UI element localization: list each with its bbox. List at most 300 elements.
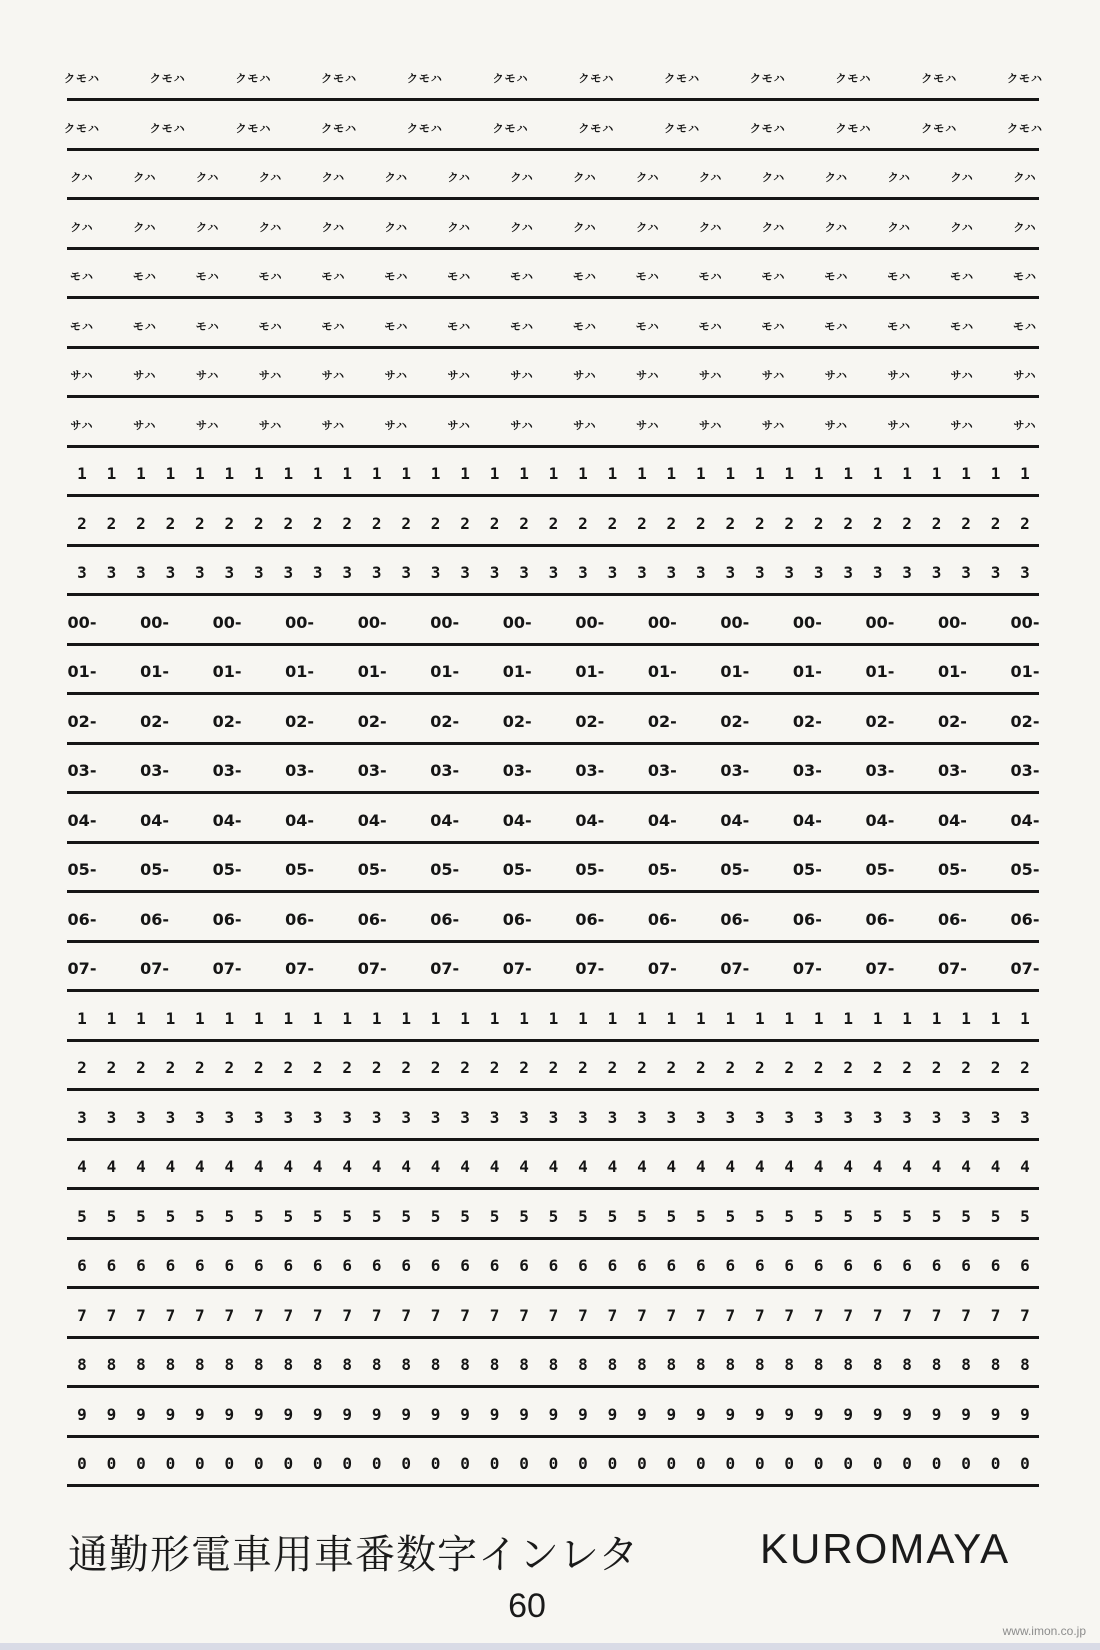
decal-glyph: サハ xyxy=(636,369,660,382)
decal-glyph: 8 xyxy=(696,1355,706,1374)
decal-glyph: 04- xyxy=(285,810,315,830)
decal-glyph: サハ xyxy=(133,418,157,432)
decal-glyph: 3 xyxy=(578,563,588,582)
decal-glyph: 8 xyxy=(607,1355,618,1374)
decal-glyph: 8 xyxy=(725,1355,736,1374)
row-divider xyxy=(67,296,1039,299)
decal-glyph: 8 xyxy=(961,1355,971,1374)
decal-glyph: 2 xyxy=(106,513,117,533)
decal-glyph: 05- xyxy=(430,860,460,879)
decal-glyph: 6 xyxy=(548,1256,559,1275)
decal-glyph: 3 xyxy=(902,1107,912,1127)
decal-row xyxy=(0,711,1100,764)
row-divider xyxy=(67,940,1039,943)
decal-glyph: 07- xyxy=(792,959,822,978)
decal-glyph: 3 xyxy=(961,563,971,582)
decal-glyph: 0 xyxy=(548,1454,559,1473)
decal-glyph: 2 xyxy=(637,513,647,533)
decal-glyph: 1 xyxy=(548,464,559,483)
decal-glyph: 2 xyxy=(961,1058,971,1077)
decal-glyph: クモハ xyxy=(578,121,615,135)
decal-glyph: 1 xyxy=(725,1008,736,1028)
decal-glyph: 03- xyxy=(938,761,967,780)
decal-glyph: 6 xyxy=(312,1256,323,1275)
decal-glyph: 1 xyxy=(725,464,736,483)
decal-glyph: 1 xyxy=(136,464,146,483)
decal-glyph: クハ xyxy=(761,171,786,184)
decal-glyph: サハ xyxy=(887,369,911,382)
decal-glyph: 0 xyxy=(195,1454,205,1473)
decal-glyph: 0 xyxy=(990,1454,1001,1473)
decal-glyph: 1 xyxy=(637,464,647,483)
decal-glyph: 3 xyxy=(430,563,441,582)
decal-glyph: 1 xyxy=(961,464,971,483)
decal-glyph: 6 xyxy=(578,1256,588,1275)
decal-glyph: 01- xyxy=(792,662,822,681)
decal-glyph: 1 xyxy=(165,1008,176,1028)
decal-glyph: 1 xyxy=(1020,464,1030,483)
decal-glyph: 4 xyxy=(902,1157,912,1176)
decal-glyph: 9 xyxy=(106,1404,117,1424)
decal-glyph: 00- xyxy=(720,612,750,632)
decal-glyph: 4 xyxy=(961,1157,971,1176)
decal-glyph: 2 xyxy=(283,1058,294,1077)
decal-glyph: 1 xyxy=(460,1008,470,1028)
decal-glyph: 06- xyxy=(865,909,895,929)
decal-glyph: モハ xyxy=(887,319,912,333)
decal-glyph: 1 xyxy=(195,1008,205,1028)
decal-glyph: クモハ xyxy=(149,72,186,85)
decal-glyph: 9 xyxy=(990,1404,1001,1424)
decal-glyph: 6 xyxy=(195,1256,205,1275)
decal-glyph: 8 xyxy=(106,1355,117,1374)
decal-glyph: 7 xyxy=(961,1305,971,1325)
decal-glyph: 5 xyxy=(342,1206,353,1226)
decal-glyph: 8 xyxy=(253,1355,264,1374)
decal-glyph: 5 xyxy=(489,1206,500,1226)
decal-glyph: 02- xyxy=(357,711,387,731)
row-divider xyxy=(67,890,1039,893)
decal-glyph: 0 xyxy=(489,1454,500,1473)
decal-glyph: 4 xyxy=(725,1157,736,1176)
decal-glyph: 3 xyxy=(165,563,176,582)
decal-glyph: 2 xyxy=(253,1058,264,1077)
decal-glyph: 04- xyxy=(575,810,605,830)
decal-row xyxy=(0,1456,1100,1506)
decal-glyph: モハ xyxy=(572,270,597,283)
decal-glyph: クモハ xyxy=(406,72,443,85)
decal-glyph: クハ xyxy=(447,220,471,234)
decal-glyph: 7 xyxy=(1020,1305,1030,1325)
decal-glyph: 05- xyxy=(285,860,315,879)
decal-glyph: 06- xyxy=(792,909,822,929)
decal-glyph: モハ xyxy=(950,319,975,333)
decal-glyph: クハ xyxy=(950,220,974,234)
decal-glyph: モハ xyxy=(635,270,660,283)
decal-glyph: 3 xyxy=(136,1107,146,1127)
decal-glyph: 2 xyxy=(548,513,559,533)
decal-glyph: 1 xyxy=(784,1008,795,1028)
decal-glyph: サハ xyxy=(824,418,849,432)
decal-glyph: 06- xyxy=(285,909,315,929)
decal-glyph: 3 xyxy=(637,1107,647,1127)
decal-glyph: 0 xyxy=(961,1454,971,1473)
decal-glyph: 00- xyxy=(285,612,315,632)
row-divider xyxy=(67,544,1039,547)
decal-glyph: クモハ xyxy=(921,121,958,135)
decal-glyph: 4 xyxy=(165,1157,176,1176)
decal-glyph: クハ xyxy=(698,171,723,184)
decal-glyph: クハ xyxy=(258,171,283,184)
decal-glyph: 7 xyxy=(666,1305,677,1325)
decal-glyph: 3 xyxy=(607,1107,618,1127)
decal-row xyxy=(0,1404,1100,1457)
decal-glyph: 9 xyxy=(460,1404,470,1424)
decal-glyph: 00- xyxy=(212,612,242,632)
decal-glyph: 0 xyxy=(460,1454,470,1473)
decal-glyph: サハ xyxy=(761,418,786,432)
decal-glyph: 7 xyxy=(430,1305,441,1325)
decal-glyph: 9 xyxy=(754,1404,765,1424)
decal-glyph: 00- xyxy=(357,612,387,632)
decal-glyph: 5 xyxy=(961,1206,971,1226)
decal-glyph: 05- xyxy=(140,860,169,879)
decal-glyph: 04- xyxy=(212,810,242,830)
decal-glyph: 06- xyxy=(140,909,169,929)
decal-glyph: 2 xyxy=(931,513,942,533)
decal-glyph: 9 xyxy=(548,1404,559,1424)
decal-glyph: 9 xyxy=(489,1404,500,1424)
decal-glyph: 7 xyxy=(195,1305,205,1325)
decal-glyph: 04- xyxy=(1010,810,1040,830)
decal-glyph: 9 xyxy=(1020,1404,1030,1424)
decal-glyph: 1 xyxy=(195,464,205,483)
decal-glyph: 6 xyxy=(637,1256,647,1275)
decal-glyph: 3 xyxy=(902,563,912,582)
decal-glyph: 4 xyxy=(931,1157,942,1176)
decal-glyph: 2 xyxy=(430,513,441,533)
decal-glyph: 3 xyxy=(401,563,411,582)
decal-glyph: 0 xyxy=(371,1454,382,1473)
decal-glyph: クモハ xyxy=(406,121,443,135)
decal-glyph: 04- xyxy=(502,810,532,830)
decal-glyph: 01- xyxy=(575,662,605,681)
decal-glyph: クハ xyxy=(384,171,408,184)
decal-glyph: 2 xyxy=(754,513,765,533)
decal-glyph: 3 xyxy=(283,563,294,582)
decal-glyph: 6 xyxy=(843,1256,854,1275)
decal-glyph: 2 xyxy=(872,1058,883,1077)
decal-glyph: 9 xyxy=(342,1404,353,1424)
decal-glyph: 8 xyxy=(548,1355,559,1374)
decal-glyph: 07- xyxy=(285,959,315,978)
decal-glyph: モハ xyxy=(510,270,535,283)
decal-glyph: 0 xyxy=(312,1454,323,1473)
decal-glyph: 6 xyxy=(813,1256,824,1275)
decal-glyph: 0 xyxy=(637,1454,647,1473)
decal-glyph: 8 xyxy=(195,1355,205,1374)
decal-glyph: 8 xyxy=(460,1355,470,1374)
decal-glyph: 1 xyxy=(253,1008,264,1028)
decal-glyph: 01- xyxy=(865,662,895,681)
decal-glyph: 7 xyxy=(224,1305,235,1325)
decal-row xyxy=(0,909,1100,962)
decal-glyph: 4 xyxy=(283,1157,294,1176)
decal-glyph: 9 xyxy=(931,1404,942,1424)
decal-glyph: 7 xyxy=(489,1305,500,1325)
decal-glyph: 1 xyxy=(224,1008,235,1028)
decal-glyph: 8 xyxy=(666,1355,677,1374)
decal-glyph: 3 xyxy=(872,1107,883,1127)
decal-glyph: 2 xyxy=(283,513,294,533)
decal-glyph: 9 xyxy=(961,1404,971,1424)
decal-row xyxy=(0,513,1100,566)
row-divider xyxy=(67,692,1039,695)
decal-glyph: 04- xyxy=(140,810,169,830)
decal-glyph: 5 xyxy=(843,1206,854,1226)
decal-glyph: サハ xyxy=(447,418,471,432)
decal-glyph: 5 xyxy=(931,1206,942,1226)
decal-glyph: 2 xyxy=(872,513,883,533)
decal-glyph: 1 xyxy=(519,464,529,483)
decal-glyph: 2 xyxy=(342,513,353,533)
decal-glyph: 3 xyxy=(666,563,677,582)
decal-glyph: 6 xyxy=(136,1256,146,1275)
row-divider xyxy=(67,1187,1039,1190)
decal-glyph: 6 xyxy=(430,1256,441,1275)
decal-glyph: 02- xyxy=(285,711,315,731)
decal-glyph: 1 xyxy=(136,1008,146,1028)
decal-glyph: 4 xyxy=(1020,1157,1030,1176)
decal-glyph: 5 xyxy=(460,1206,470,1226)
decal-glyph: 2 xyxy=(843,513,854,533)
decal-glyph: 1 xyxy=(931,464,942,483)
decal-row xyxy=(0,268,1100,318)
decal-glyph: 00- xyxy=(938,612,967,632)
decal-glyph: 05- xyxy=(647,860,677,879)
decal-glyph: 1 xyxy=(371,464,382,483)
decal-glyph: 0 xyxy=(106,1454,117,1473)
row-divider xyxy=(67,148,1039,151)
decal-glyph: 2 xyxy=(519,513,529,533)
decal-glyph: 5 xyxy=(784,1206,795,1226)
decal-glyph: 06- xyxy=(212,909,242,929)
decal-glyph: 9 xyxy=(136,1404,146,1424)
row-divider xyxy=(67,247,1039,250)
decal-glyph: 0 xyxy=(872,1454,883,1473)
decal-glyph: モハ xyxy=(384,270,409,283)
decal-row xyxy=(0,1107,1100,1160)
decal-glyph: 3 xyxy=(106,563,117,582)
decal-glyph: 02- xyxy=(865,711,895,731)
decal-glyph: サハ xyxy=(761,369,786,382)
decal-glyph: 9 xyxy=(784,1404,795,1424)
decal-glyph: 5 xyxy=(165,1206,176,1226)
decal-glyph: 06- xyxy=(647,909,677,929)
decal-glyph: 07- xyxy=(357,959,387,978)
decal-glyph: 2 xyxy=(136,513,146,533)
decal-glyph: 1 xyxy=(696,464,706,483)
decal-glyph: モハ xyxy=(698,270,723,283)
decal-glyph: クモハ xyxy=(835,72,872,85)
decal-glyph: 06- xyxy=(720,909,750,929)
decal-glyph: 6 xyxy=(725,1256,736,1275)
decal-glyph: 6 xyxy=(784,1256,795,1275)
decal-glyph: 00- xyxy=(647,612,677,632)
decal-glyph: 5 xyxy=(77,1206,87,1226)
decal-glyph: 4 xyxy=(460,1157,470,1176)
decal-glyph: 7 xyxy=(578,1305,588,1325)
decal-glyph: 3 xyxy=(666,1107,677,1127)
watermark: www.imon.co.jp xyxy=(1002,1624,1086,1638)
decal-glyph: 02- xyxy=(140,711,169,731)
decal-glyph: 3 xyxy=(784,563,795,582)
decal-glyph: 1 xyxy=(224,464,235,483)
decal-glyph: 5 xyxy=(696,1206,706,1226)
decal-glyph: 8 xyxy=(843,1355,854,1374)
decal-glyph: 3 xyxy=(283,1107,294,1127)
decal-glyph: モハ xyxy=(321,270,346,283)
decal-glyph: 1 xyxy=(666,464,677,483)
decal-glyph: 00- xyxy=(140,612,169,632)
decal-glyph: 5 xyxy=(224,1206,235,1226)
decal-glyph: クハ xyxy=(447,171,471,184)
decal-glyph: 6 xyxy=(283,1256,294,1275)
decal-glyph: 06- xyxy=(938,909,967,929)
row-divider xyxy=(67,593,1039,596)
decal-glyph: 02- xyxy=(502,711,532,731)
decal-glyph: 02- xyxy=(720,711,750,731)
decal-glyph: 01- xyxy=(357,662,387,681)
decal-glyph: 4 xyxy=(813,1157,824,1176)
decal-glyph: 3 xyxy=(165,1107,176,1127)
decal-glyph: 6 xyxy=(342,1256,353,1275)
decal-glyph: 6 xyxy=(872,1256,883,1275)
decal-glyph: 2 xyxy=(961,513,971,533)
decal-glyph: 8 xyxy=(430,1355,441,1374)
decal-glyph: 01- xyxy=(1010,662,1040,681)
decal-glyph: 2 xyxy=(1020,513,1030,533)
decal-glyph: 2 xyxy=(607,513,618,533)
decal-glyph: 2 xyxy=(342,1058,353,1077)
decal-glyph: クハ xyxy=(196,220,220,234)
decal-glyph: モハ xyxy=(572,319,597,333)
decal-glyph: クハ xyxy=(698,220,723,234)
decal-glyph: サハ xyxy=(698,418,723,432)
decal-glyph: 03- xyxy=(357,761,387,780)
decal-glyph: 4 xyxy=(843,1157,854,1176)
decal-glyph: 1 xyxy=(77,464,87,483)
decal-glyph: 03- xyxy=(1010,761,1040,780)
decal-glyph: サハ xyxy=(133,369,157,382)
decal-glyph: サハ xyxy=(70,369,94,382)
decal-glyph: 05- xyxy=(1010,860,1040,879)
decal-row xyxy=(0,70,1100,120)
decal-glyph: モハ xyxy=(698,319,723,333)
decal-glyph: 4 xyxy=(607,1157,618,1176)
decal-glyph: 7 xyxy=(312,1305,323,1325)
decal-glyph: 7 xyxy=(460,1305,470,1325)
decal-glyph: 2 xyxy=(696,513,706,533)
decal-glyph: 0 xyxy=(165,1454,176,1473)
decal-glyph: 3 xyxy=(519,1107,529,1127)
decal-row xyxy=(0,169,1100,219)
decal-row xyxy=(0,120,1100,170)
decal-glyph: 7 xyxy=(754,1305,765,1325)
row-divider xyxy=(67,197,1039,200)
decal-glyph: クモハ xyxy=(578,72,615,85)
decal-glyph: 05- xyxy=(212,860,242,879)
decal-glyph: 2 xyxy=(813,1058,824,1077)
decal-glyph: 4 xyxy=(519,1157,529,1176)
decal-glyph: 4 xyxy=(696,1157,706,1176)
decal-glyph: 2 xyxy=(312,513,323,533)
decal-glyph: 04- xyxy=(865,810,895,830)
decal-glyph: クハ xyxy=(258,220,283,234)
decal-glyph: 3 xyxy=(578,1107,588,1127)
decal-glyph: サハ xyxy=(70,418,94,432)
decal-glyph: 2 xyxy=(696,1058,706,1077)
decal-glyph: モハ xyxy=(258,270,283,283)
decal-glyph: 00- xyxy=(430,612,460,632)
decal-glyph: 9 xyxy=(401,1404,411,1424)
decal-glyph: 2 xyxy=(460,1058,470,1077)
decal-glyph: 8 xyxy=(990,1355,1001,1374)
decal-glyph: サハ xyxy=(510,369,534,382)
decal-glyph: 8 xyxy=(813,1355,824,1374)
page-number: 60 xyxy=(508,1587,546,1625)
decal-glyph: 3 xyxy=(813,1107,824,1127)
decal-row xyxy=(0,862,1100,912)
decal-glyph: 9 xyxy=(195,1404,205,1424)
decal-glyph: モハ xyxy=(761,319,786,333)
decal-glyph: 0 xyxy=(754,1454,765,1473)
decal-glyph: サハ xyxy=(1013,369,1037,382)
decal-glyph: 07- xyxy=(720,959,750,978)
decal-glyph: モハ xyxy=(1013,319,1037,333)
decal-glyph: 6 xyxy=(401,1256,411,1275)
decal-glyph: クハ xyxy=(1013,171,1037,184)
decal-row xyxy=(0,219,1100,269)
row-divider xyxy=(67,1435,1039,1438)
decal-glyph: 4 xyxy=(754,1157,765,1176)
decal-glyph: クモハ xyxy=(492,121,529,135)
decal-glyph: 5 xyxy=(312,1206,323,1226)
decal-glyph: 07- xyxy=(212,959,242,978)
decal-glyph: 1 xyxy=(607,464,618,483)
decal-glyph: 8 xyxy=(489,1355,500,1374)
decal-row xyxy=(0,1305,1100,1358)
decal-glyph: サハ xyxy=(698,369,723,382)
decal-glyph: 3 xyxy=(401,1107,411,1127)
decal-glyph: 2 xyxy=(725,513,736,533)
decal-glyph: 2 xyxy=(548,1058,559,1077)
decal-glyph: 3 xyxy=(136,563,146,582)
decal-glyph: 07- xyxy=(140,959,169,978)
decal-glyph: 4 xyxy=(342,1157,353,1176)
decal-row xyxy=(0,1258,1100,1308)
decal-glyph: 4 xyxy=(253,1157,264,1176)
row-divider xyxy=(67,791,1039,794)
decal-glyph: 1 xyxy=(872,1008,883,1028)
decal-glyph: モハ xyxy=(70,319,94,333)
decal-glyph: 01- xyxy=(647,662,677,681)
decal-glyph: 9 xyxy=(519,1404,529,1424)
decal-glyph: 06- xyxy=(1010,909,1040,929)
decal-row xyxy=(0,1008,1100,1061)
decal-row xyxy=(0,1060,1100,1110)
decal-glyph: 3 xyxy=(312,1107,323,1127)
